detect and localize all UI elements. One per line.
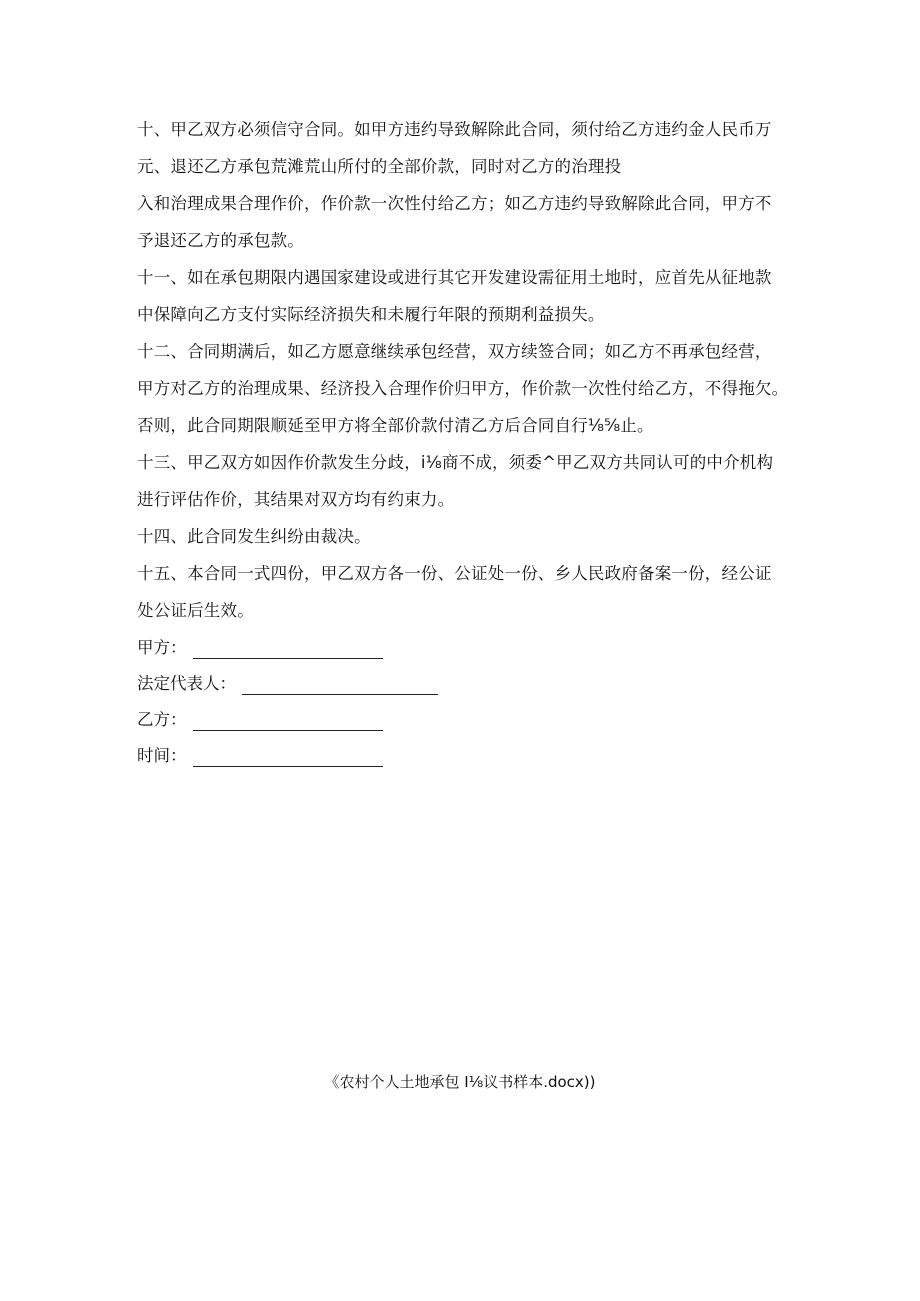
- clause-15-line-2: 处公证后生效。: [137, 601, 254, 620]
- date-signature-row: [137, 745, 383, 767]
- party-b-signature-row: [137, 709, 383, 731]
- clause-10-line-2: 元、退还乙方承包荒滩荒山所付的全部价款，同时对乙方的治理投: [137, 157, 622, 176]
- legal-rep-label: 法定代表人：: [137, 674, 236, 693]
- party-a-label: 甲方：: [137, 638, 187, 657]
- clause-12-line-1: 十二、合同期满后，如乙方愿意继续承包经营，双方续签合同；如乙方不再承包经营，: [137, 342, 772, 361]
- clause-15-line-1: 十五、本合同一式四份，甲乙双方各一份、公证处一份、乡人民政府备案一份，经公证: [137, 564, 772, 583]
- party-a-signature-row: [137, 637, 383, 659]
- clause-14-line-1: 十四、此合同发生纠纷由裁决。: [137, 527, 371, 546]
- clause-12-line-3: 否则，此合同期限顺延至甲方将全部价款付清乙方后合同自行⅛⅝止。: [137, 416, 654, 435]
- clause-10-line-1: 十、甲乙双方必须信守合同。如甲方违约导致解除此合同，须付给乙方违约金人民币万: [137, 120, 772, 139]
- clause-10-line-3: 入和治理成果合理作价，作价款一次性付给乙方；如乙方违约导致解除此合同，甲方不: [137, 194, 772, 213]
- clause-11-line-2: 中保障向乙方支付实际经济损失和未履行年限的预期利益损失。: [137, 305, 605, 324]
- clause-13-line-1: 十三、甲乙双方如因作价款发生分歧，i⅛商不成，须委^甲乙双方共同认可的中介机构: [137, 453, 774, 472]
- clause-12-line-2: 甲方对乙方的治理成果、经济投入合理作价归甲方，作价款一次性付给乙方，不得拖欠。: [137, 379, 789, 398]
- clause-10-line-4: 予退还乙方的承包款。: [137, 231, 304, 250]
- party-a-signature-line: [193, 640, 383, 659]
- clause-13-line-2: 进行评估作价，其结果对双方均有约束力。: [137, 490, 455, 509]
- clause-11-line-1: 十一、如在承包期限内遇国家建设或进行其它开发建设需征用土地时，应首先从征地款: [137, 268, 772, 287]
- document-footer-title: 《农村个人土地承包 I⅛议书样本.docx)): [324, 1073, 596, 1091]
- date-label: 时间：: [137, 746, 187, 765]
- legal-rep-signature-row: [137, 673, 438, 695]
- party-b-label: 乙方：: [137, 710, 187, 729]
- legal-rep-signature-line: [242, 676, 438, 695]
- date-signature-line: [193, 748, 383, 767]
- party-b-signature-line: [193, 712, 383, 731]
